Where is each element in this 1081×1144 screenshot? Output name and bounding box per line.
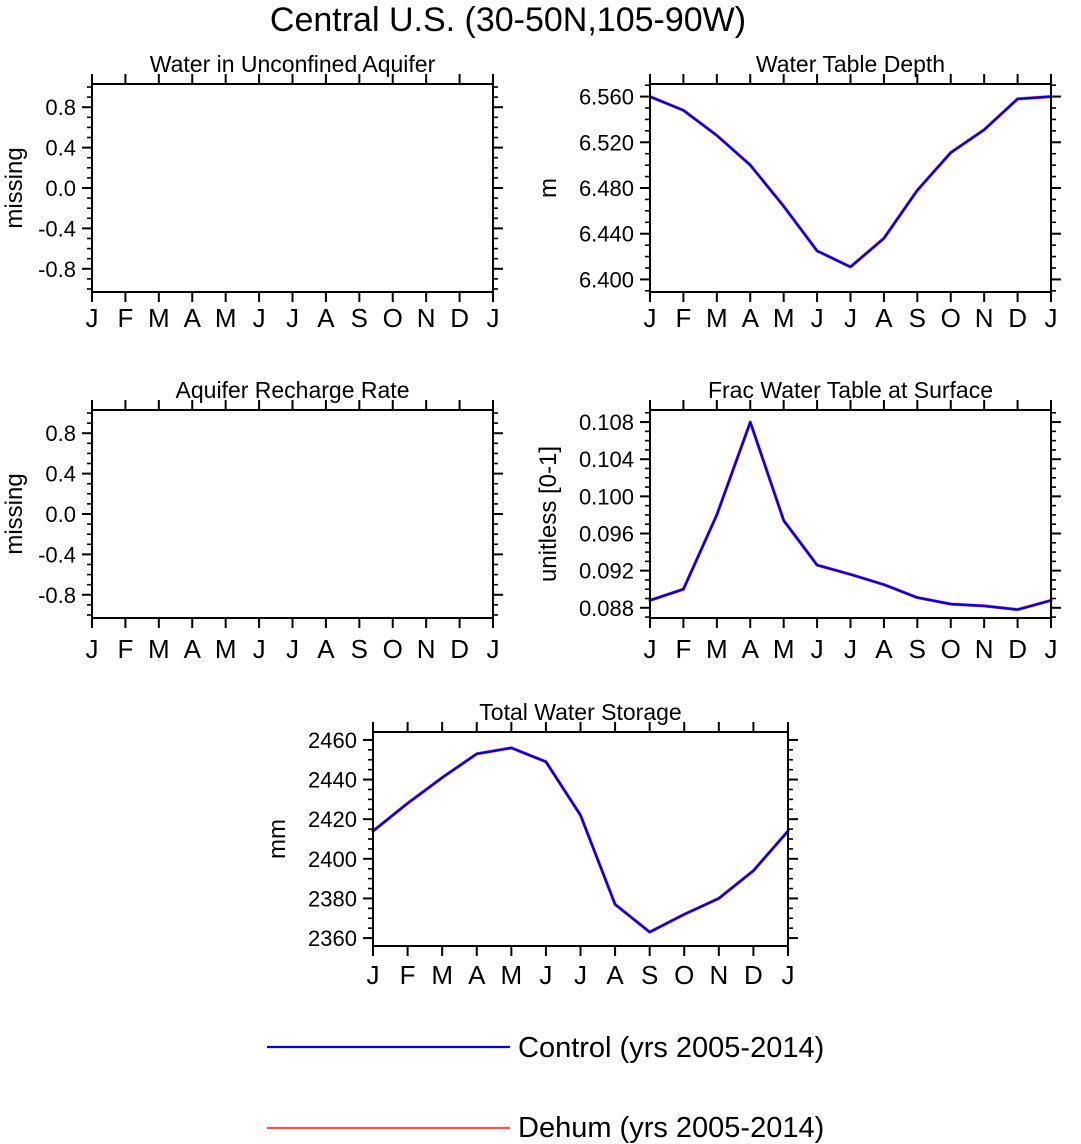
month-label: J xyxy=(810,634,824,664)
month-label: J xyxy=(286,303,299,333)
month-label: O xyxy=(674,960,695,990)
panel-title: Aquifer Recharge Rate xyxy=(175,377,410,403)
month-label: A xyxy=(317,634,335,664)
y-tick-label: -0.8 xyxy=(38,582,76,608)
month-label: M xyxy=(147,634,170,664)
month-label: J xyxy=(643,303,657,333)
y-axis-label: missing xyxy=(1,147,28,229)
y-tick-label: 6.480 xyxy=(578,176,634,201)
month-label: J xyxy=(486,634,500,664)
month-label: J xyxy=(781,960,795,990)
y-tick-label: 6.400 xyxy=(578,267,634,293)
month-label: D xyxy=(450,303,469,333)
month-label: A xyxy=(317,303,335,333)
month-label: J xyxy=(844,303,857,333)
y-tick-label: -0.4 xyxy=(38,542,76,568)
month-label: F xyxy=(675,303,692,333)
y-tick-label: 2380 xyxy=(308,886,357,912)
month-label: J xyxy=(85,634,99,664)
month-label: J xyxy=(286,634,299,664)
panel-title: Total Water Storage xyxy=(479,699,682,725)
y-tick-label: 2460 xyxy=(308,727,357,753)
y-tick-label: -0.8 xyxy=(38,256,76,282)
month-label: M xyxy=(705,303,728,333)
month-label: F xyxy=(117,634,134,664)
series-line-dehum xyxy=(373,748,788,932)
month-label: S xyxy=(640,960,659,990)
month-label: J xyxy=(1044,634,1058,664)
month-label: A xyxy=(468,960,486,990)
panel-frame xyxy=(92,410,493,618)
month-label: F xyxy=(399,960,416,990)
month-label: N xyxy=(416,634,436,664)
month-label: D xyxy=(450,634,469,664)
month-label: A xyxy=(183,634,201,664)
month-label: O xyxy=(940,303,961,333)
month-label: J xyxy=(1044,303,1058,333)
y-axis-label: unitless [0-1] xyxy=(535,445,562,583)
month-label: N xyxy=(974,303,994,333)
legend-label-control: Control (yrs 2005-2014) xyxy=(518,1032,825,1064)
panel-frame xyxy=(650,410,1051,618)
month-label: J xyxy=(539,960,553,990)
month-label: A xyxy=(875,634,893,664)
panel-frame xyxy=(373,732,788,946)
month-label: O xyxy=(940,634,961,664)
y-tick-label: 0.8 xyxy=(45,95,76,121)
month-label: J xyxy=(810,303,824,333)
month-label: A xyxy=(875,303,893,333)
month-label: M xyxy=(772,303,795,333)
month-label: S xyxy=(908,634,927,664)
series-line-control xyxy=(650,97,1051,267)
y-tick-label: 2420 xyxy=(308,807,357,833)
month-label: J xyxy=(252,303,266,333)
panel-title: Water in Unconfined Aquifer xyxy=(149,51,436,77)
month-label: J xyxy=(366,960,380,990)
y-tick-label: -0.4 xyxy=(38,216,76,242)
month-label: J xyxy=(252,634,266,664)
series-line-control xyxy=(373,748,788,932)
month-label: A xyxy=(741,634,759,664)
y-tick-label: 0.4 xyxy=(45,461,76,487)
month-label: M xyxy=(431,960,454,990)
y-tick-label: 2440 xyxy=(308,767,357,793)
y-axis-label: missing xyxy=(1,473,28,555)
y-tick-label: 0.088 xyxy=(578,595,634,621)
month-label: N xyxy=(709,960,729,990)
month-label: S xyxy=(350,303,369,333)
y-tick-label: 2360 xyxy=(308,926,357,952)
month-label: M xyxy=(705,634,728,664)
series-line-control xyxy=(650,422,1051,609)
month-label: S xyxy=(350,634,369,664)
month-label: A xyxy=(183,303,201,333)
panel-title: Frac Water Table at Surface xyxy=(707,377,994,403)
y-tick-label: 6.440 xyxy=(578,221,634,247)
y-tick-label: 0.0 xyxy=(45,502,76,527)
y-tick-label: 6.560 xyxy=(578,84,634,110)
month-label: A xyxy=(741,303,759,333)
month-label: M xyxy=(772,634,795,664)
month-label: D xyxy=(1008,303,1027,333)
month-label: D xyxy=(744,960,763,990)
panel-frame xyxy=(92,84,493,292)
month-label: A xyxy=(606,960,624,990)
month-label: J xyxy=(844,634,857,664)
month-label: J xyxy=(486,303,500,333)
y-tick-label: 2400 xyxy=(308,846,357,872)
y-tick-label: 0.092 xyxy=(578,558,634,584)
y-tick-label: 0.104 xyxy=(578,447,634,473)
month-label: S xyxy=(908,303,927,333)
y-tick-label: 0.4 xyxy=(45,135,76,161)
month-label: F xyxy=(675,634,692,664)
y-tick-label: 0.100 xyxy=(578,484,634,510)
month-label: J xyxy=(85,303,99,333)
y-axis-label: mm xyxy=(264,819,291,859)
month-label: F xyxy=(117,303,134,333)
y-tick-label: 0.108 xyxy=(578,410,634,436)
month-label: M xyxy=(500,960,523,990)
month-label: N xyxy=(416,303,436,333)
y-tick-label: 0.096 xyxy=(578,521,634,547)
month-label: O xyxy=(382,303,403,333)
month-label: N xyxy=(974,634,994,664)
series-line-dehum xyxy=(650,422,1051,609)
month-label: M xyxy=(147,303,170,333)
panel-title: Water Table Depth xyxy=(755,51,946,77)
month-label: J xyxy=(574,960,587,990)
month-label: M xyxy=(214,634,237,664)
legend-label-dehum: Dehum (yrs 2005-2014) xyxy=(518,1112,825,1144)
y-tick-label: 0.8 xyxy=(45,421,76,447)
month-label: O xyxy=(382,634,403,664)
figure-title: Central U.S. (30-50N,105-90W) xyxy=(269,1,747,39)
panel-frame xyxy=(650,84,1051,292)
y-tick-label: 0.0 xyxy=(45,176,76,201)
month-label: D xyxy=(1008,634,1027,664)
month-label: J xyxy=(643,634,657,664)
y-tick-label: 6.520 xyxy=(578,130,634,156)
y-axis-label: m xyxy=(535,178,562,198)
month-label: M xyxy=(214,303,237,333)
